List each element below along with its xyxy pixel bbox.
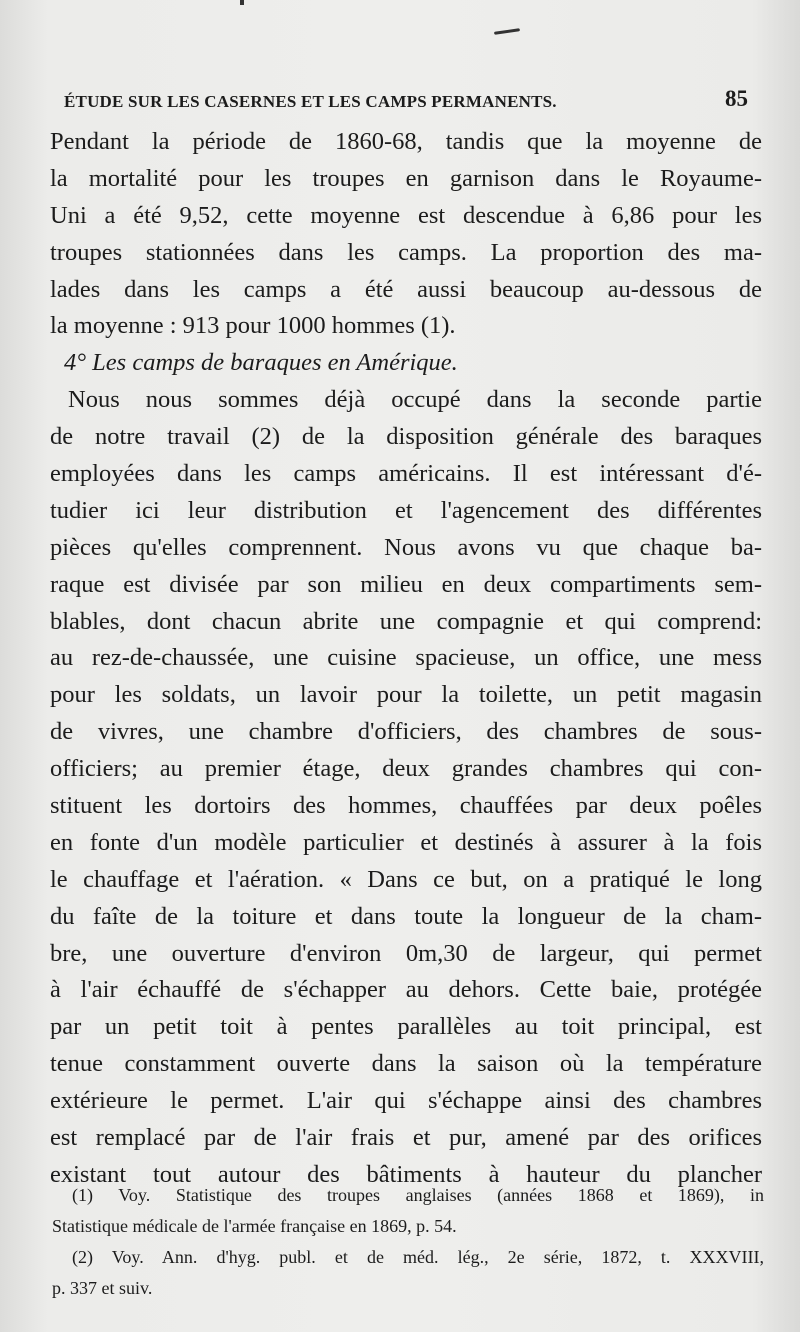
text-line: extérieure le permet. L'air qui s'échappe ainsi des chambres xyxy=(50,1087,762,1115)
text-line: Pendant la période de 1860-68, tandis que la moyenne de xyxy=(50,128,762,155)
footnote-2-line: p. 337 et suiv. xyxy=(52,1278,153,1298)
text-line: la mortalité pour les troupes en garnison dans le Royaume- xyxy=(50,164,762,192)
text-line: Uni a été 9,52, cette moyenne est descendue à 6,86 pour les xyxy=(50,201,762,229)
text-line: Nous nous sommes déjà occupé dans la seconde partie xyxy=(68,386,762,414)
ink-stroke xyxy=(494,28,520,35)
print-mark xyxy=(240,0,244,5)
footnote-1-line: (1) Voy. Statistique des troupes anglaises (années 1868 et 1869), in xyxy=(72,1185,764,1205)
running-title: ÉTUDE SUR LES CASERNES ET LES CAMPS PERMANENTS. xyxy=(64,92,557,111)
text-line: est remplacé par de l'air frais et pur, amené par des orifices xyxy=(50,1124,762,1152)
text-line: bre, une ouverture d'environ 0m,30 de largeur, qui permet xyxy=(50,939,762,967)
text-line: blables, dont chacun abrite une compagnie et qui comprend: xyxy=(50,607,762,635)
text-line: officiers; au premier étage, deux grandes chambres qui con- xyxy=(50,755,762,783)
text-line: la moyenne : 913 pour 1000 hommes (1). xyxy=(50,312,456,340)
text-line: existant tout autour des bâtiments à hauteur du plancher xyxy=(50,1160,762,1188)
text-line: employées dans les camps américains. Il est intéressant d'é- xyxy=(50,460,762,488)
body-text xyxy=(50,124,762,1194)
text-line: raque est divisée par son milieu en deux compartiments sem- xyxy=(50,570,762,598)
footnote-1-line: Statistique médicale de l'armée française en 1869, p. 54. xyxy=(52,1216,457,1236)
text-line: pièces qu'elles comprennent. Nous avons vu que chaque ba- xyxy=(50,533,762,561)
text-line: à l'air échauffé de s'échapper au dehors. Cette baie, protégée xyxy=(50,976,762,1004)
text-line: de vivres, une chambre d'officiers, des chambres de sous- xyxy=(50,718,762,746)
text-line: troupes stationnées dans les camps. La proportion des ma- xyxy=(50,238,762,266)
text-line: le chauffage et l'aération. « Dans ce but, on a pratiqué le long xyxy=(50,865,762,893)
section-heading: 4° Les camps de baraques en Amérique. xyxy=(64,349,458,377)
footnote-2-line: (2) Voy. Ann. d'hyg. publ. et de méd. lég., 2e série, 1872, t. XXXVIII, xyxy=(72,1247,764,1267)
footnotes xyxy=(52,1180,764,1304)
text-line: stituent les dortoirs des hommes, chauffées par deux poêles xyxy=(50,792,762,820)
page-header xyxy=(64,86,748,116)
text-line: tudier ici leur distribution et l'agencement des différentes xyxy=(50,496,762,524)
text-line: par un petit toit à pentes parallèles au toit principal, est xyxy=(50,1013,762,1041)
text-line: lades dans les camps a été aussi beaucoup au-dessous de xyxy=(50,275,762,303)
text-line: en fonte d'un modèle particulier et destinés à assurer à la fois xyxy=(50,828,762,856)
text-line: du faîte de la toiture et dans toute la longueur de la cham- xyxy=(50,902,762,930)
text-line: pour les soldats, un lavoir pour la toilette, un petit magasin xyxy=(50,681,762,709)
text-line: au rez-de-chaussée, une cuisine spacieuse, un office, une mess xyxy=(50,644,762,672)
text-line: tenue constamment ouverte dans la saison où la température xyxy=(50,1050,762,1078)
text-line: de notre travail (2) de la disposition générale des baraques xyxy=(50,423,762,451)
page-number: 85 xyxy=(725,86,748,111)
